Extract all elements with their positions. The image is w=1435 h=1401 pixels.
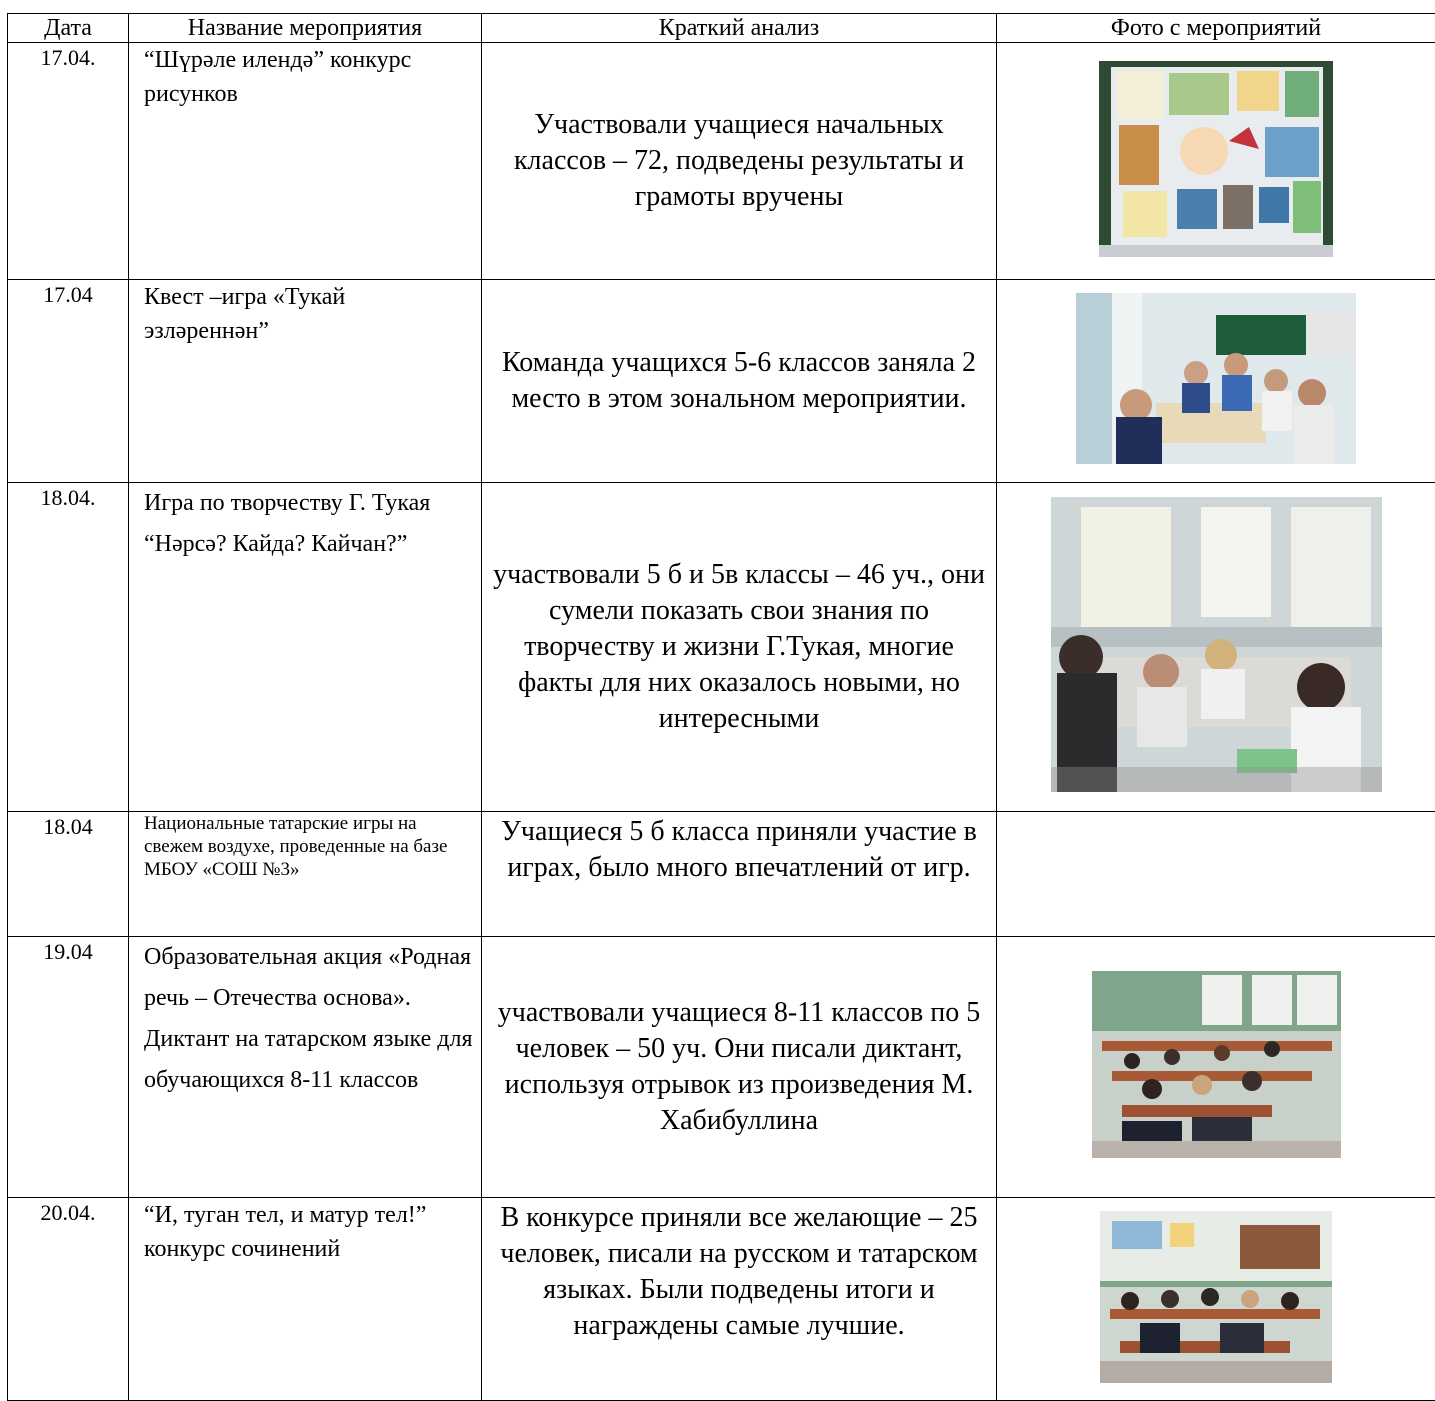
row-analysis: участвовали 5 б и 5в классы – 46 уч., они сумели показать свои знания по творчеству и жизни Г.Тукая, многие факты для них оказалось новыми, но интересными (482, 483, 997, 812)
row-analysis: Учащиеся 5 б класса приняли участие в играх, было много впечатлений от игр. (482, 812, 997, 937)
row-photo-cell (997, 483, 1435, 812)
header-photo: Фото с мероприятий (997, 14, 1435, 43)
photo-drawings-board (1099, 61, 1333, 257)
row-event-name: “И, туган тел, и матур тел!” конкурс сочинений (129, 1198, 482, 1401)
row-date: 18.04 (8, 812, 129, 937)
row-date: 17.04 (8, 280, 129, 483)
header-row (8, 14, 1435, 43)
photo-quest-team (1076, 293, 1356, 464)
row-analysis: Команда учащихся 5-6 классов заняла 2 место в этом зональном мероприятии. (482, 280, 997, 483)
row-photo-cell-empty (997, 812, 1435, 937)
table-row (8, 937, 1435, 1198)
row-date: 18.04. (8, 483, 129, 812)
row-event-name: Игра по творчеству Г. Тукая “Нәрсә? Кайда? Кайчан?” (129, 483, 482, 812)
row-photo-cell (997, 280, 1435, 483)
row-date: 19.04 (8, 937, 129, 1198)
row-photo-cell (997, 43, 1435, 280)
events-table (7, 13, 1435, 1401)
row-photo-cell (997, 937, 1435, 1198)
row-event-name: Национальные татарские игры на свежем воздухе, проведенные на базе МБОУ «СОШ №3» (129, 812, 482, 937)
row-event-name: Образовательная акция «Родная речь – Отечества основа». Диктант на татарском языке для обучающихся 8-11 классов (129, 937, 482, 1198)
photo-dictation (1092, 971, 1341, 1158)
row-analysis: Участвовали учащиеся начальных классов – 72, подведены результаты и грамоты вручены (482, 43, 997, 280)
header-name: Название мероприятия (129, 14, 482, 43)
row-date: 20.04. (8, 1198, 129, 1401)
table-row (8, 812, 1435, 937)
row-date: 17.04. (8, 43, 129, 280)
photo-essay-contest (1100, 1211, 1332, 1383)
table-row (8, 43, 1435, 280)
row-event-name: Квест –игра «Тукай эзләреннән” (129, 280, 482, 483)
row-event-name: “Шүрәле илендә” конкурс рисунков (129, 43, 482, 280)
photo-quiz-game (1051, 497, 1382, 792)
header-analysis: Краткий анализ (482, 14, 997, 43)
table-row (8, 1198, 1435, 1401)
table-row (8, 483, 1435, 812)
table-row (8, 280, 1435, 483)
row-analysis: участвовали учащиеся 8-11 классов по 5 человек – 50 уч. Они писали диктант, используя отрывок из произведения М. Хабибуллина (482, 937, 997, 1198)
header-date: Дата (8, 14, 129, 43)
row-photo-cell (997, 1198, 1435, 1401)
row-analysis: В конкурсе приняли все желающие – 25 человек, писали на русском и татарском языках. Были подведены итоги и награждены самые лучшие. (482, 1198, 997, 1401)
